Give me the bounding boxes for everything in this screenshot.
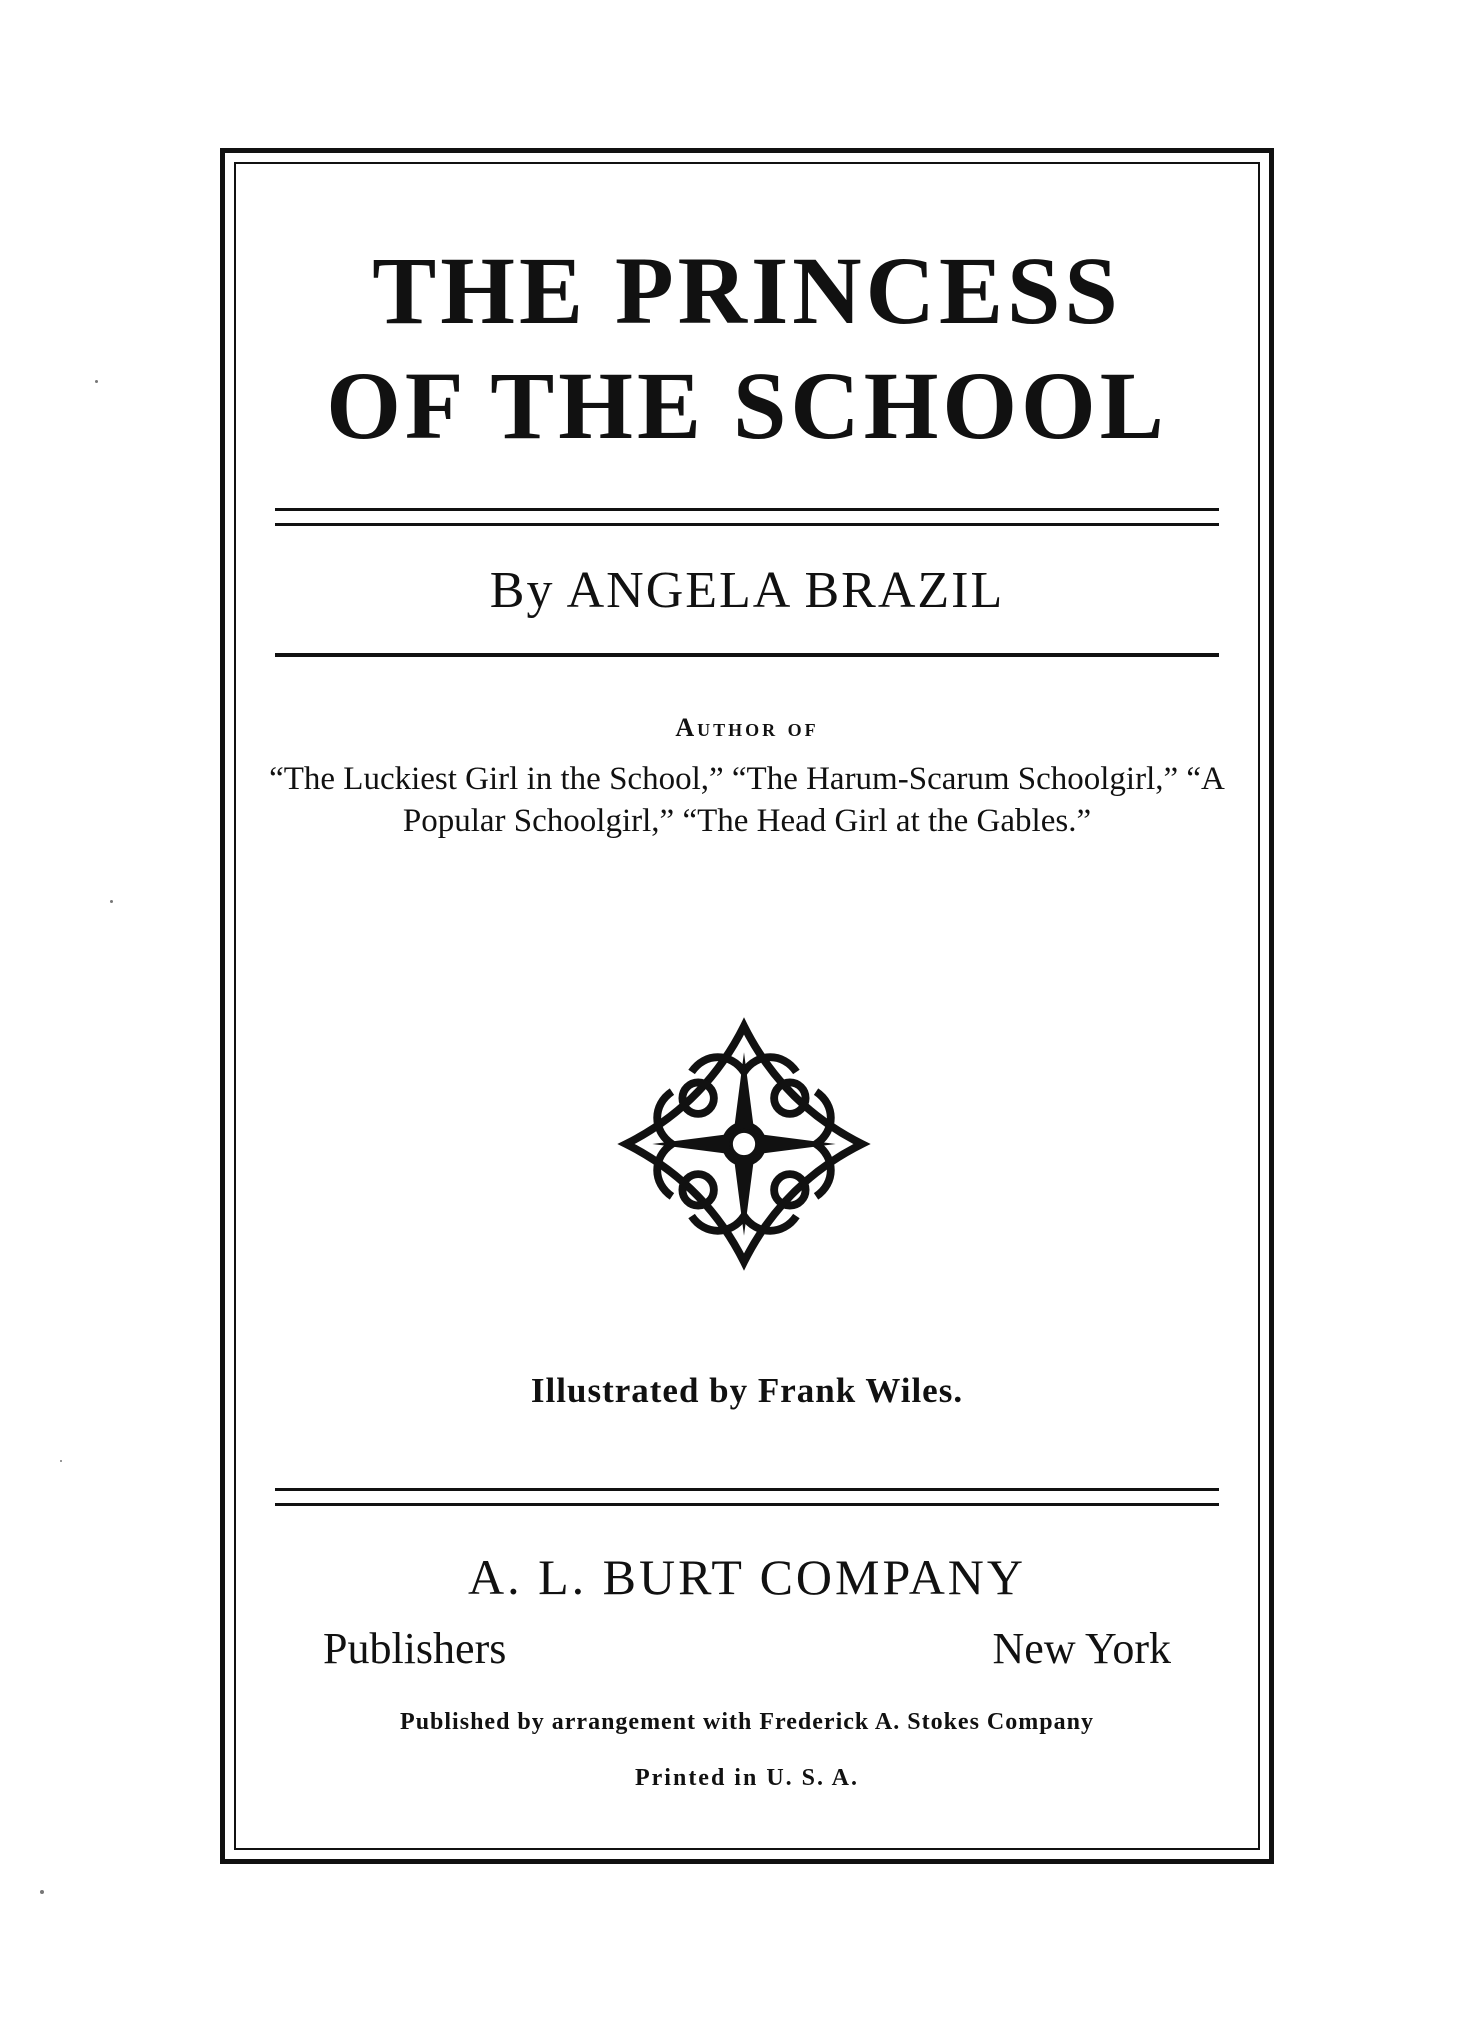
scan-speck [60,1460,62,1462]
title-divider [275,508,1219,526]
book-title-line-2: OF THE SCHOOL [326,352,1168,459]
publisher-city: New York [992,1624,1171,1673]
illustrator-credit: Illustrated by Frank Wiles. [530,1371,964,1410]
celtic-cross-ornament-icon [613,1013,875,1275]
printed-note: Printed in U. S. A. [634,1765,860,1791]
publisher-name: A. L. BURT COMPANY [467,1549,1027,1605]
publisher-divider [275,1488,1219,1506]
author-line [225,562,1269,619]
author-name: ANGELA BRAZIL [566,562,1005,619]
author-divider [275,653,1219,657]
page-border [220,148,1274,1864]
scan-speck [95,380,98,383]
author-of-heading: Author of [675,713,819,742]
author-works-list: “The Luckiest Girl in the School,” “The Harum-Scarum Schoolgirl,” “A Popular Schoolgirl,” “The Head Girl at the Gables.” [269,761,1225,839]
scan-speck [110,900,113,903]
scan-speck [40,1890,44,1894]
author-prefix: By [489,562,555,619]
arrangement-note: Published by arrangement with Frederick A. Stokes Company [400,1709,1094,1735]
book-title-line-1: THE PRINCESS [372,237,1122,344]
publishers-label: Publishers [323,1624,507,1673]
